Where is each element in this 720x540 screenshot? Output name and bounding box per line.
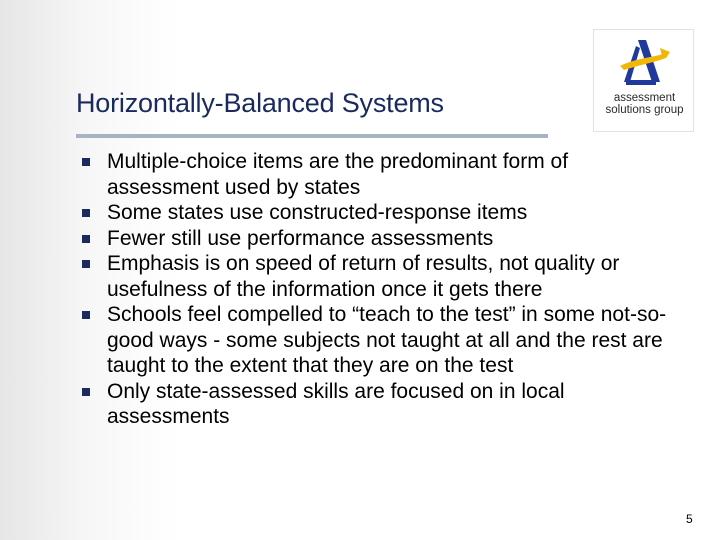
bullet-text: Schools feel compelled to “teach to the test” in some not-so-good ways - some subjects not taught at all and the rest are taught to the extent that they are on the test <box>107 303 667 377</box>
bullet-square-icon <box>82 260 90 268</box>
assessment-solutions-group-logo-icon <box>616 36 674 90</box>
page-number: 5 <box>686 512 693 526</box>
bullet-square-icon <box>82 388 90 396</box>
bullet-item <box>82 302 682 379</box>
logo-text-line1: assessment <box>613 92 676 104</box>
bullet-item <box>82 200 682 226</box>
logo-text-line2: solutions group <box>605 104 684 116</box>
bullet-square-icon <box>82 158 90 166</box>
slide-title: Horizontally-Balanced Systems <box>76 88 444 118</box>
bullet-text: Fewer still use performance assessments <box>107 226 494 250</box>
bullet-square-icon <box>82 311 90 319</box>
bullet-item <box>82 379 682 430</box>
bullet-item <box>82 226 682 252</box>
bullet-list <box>82 149 682 430</box>
bullet-text: Emphasis is on speed of return of results, not quality or usefulness of the information once it gets there <box>107 252 620 301</box>
bullet-square-icon <box>82 209 90 217</box>
bullet-text: Multiple-choice items are the predominant form of assessment used by states <box>107 150 569 199</box>
title-underline <box>76 134 548 138</box>
bullet-text: Only state-assessed skills are focused on in local assessments <box>107 379 565 428</box>
bullet-text: Some states use constructed-response items <box>107 201 528 224</box>
bullet-item <box>82 251 682 302</box>
bullet-item <box>82 149 682 200</box>
company-logo <box>593 29 694 132</box>
bullet-square-icon <box>82 235 90 243</box>
